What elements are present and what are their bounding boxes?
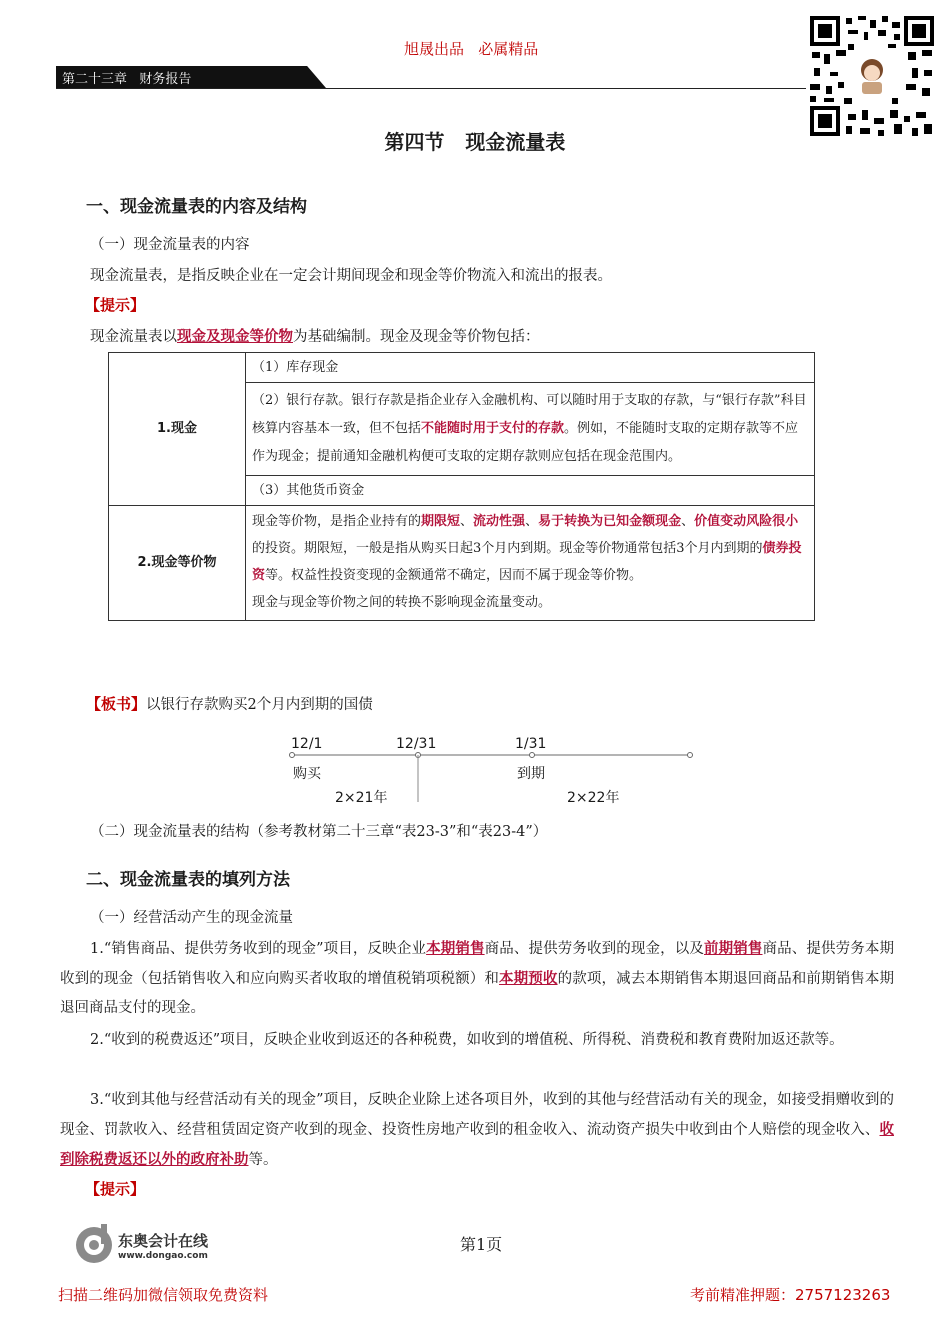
qr-code xyxy=(808,14,936,138)
tip-label-2: 【提示】 xyxy=(85,1180,146,1198)
section-title: 第四节 现金流量表 xyxy=(384,130,566,154)
timeline-event-buy: 购买 xyxy=(293,766,321,782)
cash-label-cell: 1.现金 xyxy=(109,353,246,506)
timeline-point-end xyxy=(688,753,693,758)
cash-row-3: （3）其他货币资金 xyxy=(246,476,815,506)
footer-left-promo: 扫描二维码加微信领取免费资料 xyxy=(58,1286,269,1304)
structure-subheading: （二）现金流量表的结构（参考教材第二十三章“表23-3”和“表23-4”） xyxy=(90,824,548,840)
equivalent-label-cell: 2.现金等价物 xyxy=(109,506,246,621)
tip-label: 【提示】 xyxy=(85,296,146,314)
item-3-paragraph: 3.“收到其他与经营活动有关的现金”项目，反映企业除上述各项目外，收到的其他与经营活动有关的现金，如接受捐赠收到的现金、罚款收入、经营租赁固定资产收到的现金、投资性房地产收到的租金收入、流动资产损失中收到由个人赔偿的现金收入、收到除税费返还以外的政府补助等。 xyxy=(60,1092,894,1168)
timeline-year-2: 2×22年 xyxy=(567,790,620,806)
timeline-year-1: 2×21年 xyxy=(335,790,388,806)
timeline-point-maturity xyxy=(530,753,535,758)
equivalent-description: 现金等价物，是指企业持有的期限短、流动性强、易于转换为已知金额现金、价值变动风险很小的投资。期限短，一般是指从购买日起3个月内到期。现金等价物通常包括3个月内到期的债券投资等。权益性投资变现的金额通常不确定，因而不属于现金等价物。 现金与现金等价物之间的转换不影响现金流量变动。 xyxy=(246,506,815,621)
definition-paragraph: 现金流量表，是指反映企业在一定会计期间现金和现金等价物流入和流出的报表。 xyxy=(90,268,612,284)
item-1-paragraph: 1.“销售商品、提供劳务收到的现金”项目，反映企业本期销售商品、提供劳务收到的现金，以及前期销售商品、提供劳务本期收到的现金（包括销售收入和应向购买者收取的增值税销项税额）和本期预收的款项，减去本期销售本期退回商品和前期销售本期退回商品支付的现金。 xyxy=(60,940,895,1016)
page-number: 第1页 xyxy=(460,1235,503,1254)
timeline-date-1: 12/1 xyxy=(291,736,323,752)
timeline-date-3: 1/31 xyxy=(515,736,547,752)
heading-part1: 一、现金流量表的内容及结构 xyxy=(86,197,307,217)
timeline-date-2: 12/31 xyxy=(396,736,437,752)
item-2-paragraph: 2.“收到的税费返还”项目，反映企业收到返还的各种税费，如收到的增值税、所得税、消费税和教育费附加返还款等。 xyxy=(90,1032,844,1048)
cash-definition-table xyxy=(108,352,815,621)
heading-part2: 二、现金流量表的填列方法 xyxy=(86,870,290,890)
footer-right-promo: 考前精准押题：2757123263 xyxy=(690,1286,891,1304)
timeline-point-start xyxy=(290,753,295,758)
qr-code-graphic xyxy=(808,14,936,138)
header-rule xyxy=(56,88,806,89)
brand-name: 东奥会计在线 xyxy=(118,1232,209,1250)
operating-subheading: （一）经营活动产生的现金流量 xyxy=(90,910,293,926)
basis-paragraph: 现金流量表以现金及现金等价物为基础编制。现金及现金等价物包括： xyxy=(90,328,540,345)
board-note: 【板书】以银行存款购买2个月内到期的国债 xyxy=(86,695,373,713)
header-slogan: 旭晟出品 必属精品 xyxy=(404,40,539,58)
brand-logo-icon xyxy=(74,1222,114,1264)
cash-row-2: （2）银行存款。银行存款是指企业存入金融机构、可以随时用于支取的存款，与“银行存款”科目核算内容基本一致，但不包括不能随时用于支付的存款。例如，不能随时支取的定期存款等不应作为现金；提前通知金融机构便可支取的定期存款则应包括在现金范围内。 xyxy=(246,383,815,476)
brand-url: www.dongao.com xyxy=(118,1251,208,1261)
timeline-event-maturity: 到期 xyxy=(517,766,545,782)
subheading-content: （一）现金流量表的内容 xyxy=(90,237,250,253)
chapter-title: 第二十三章 财务报告 xyxy=(62,72,192,87)
cash-row-1: （1）库存现金 xyxy=(246,353,815,383)
